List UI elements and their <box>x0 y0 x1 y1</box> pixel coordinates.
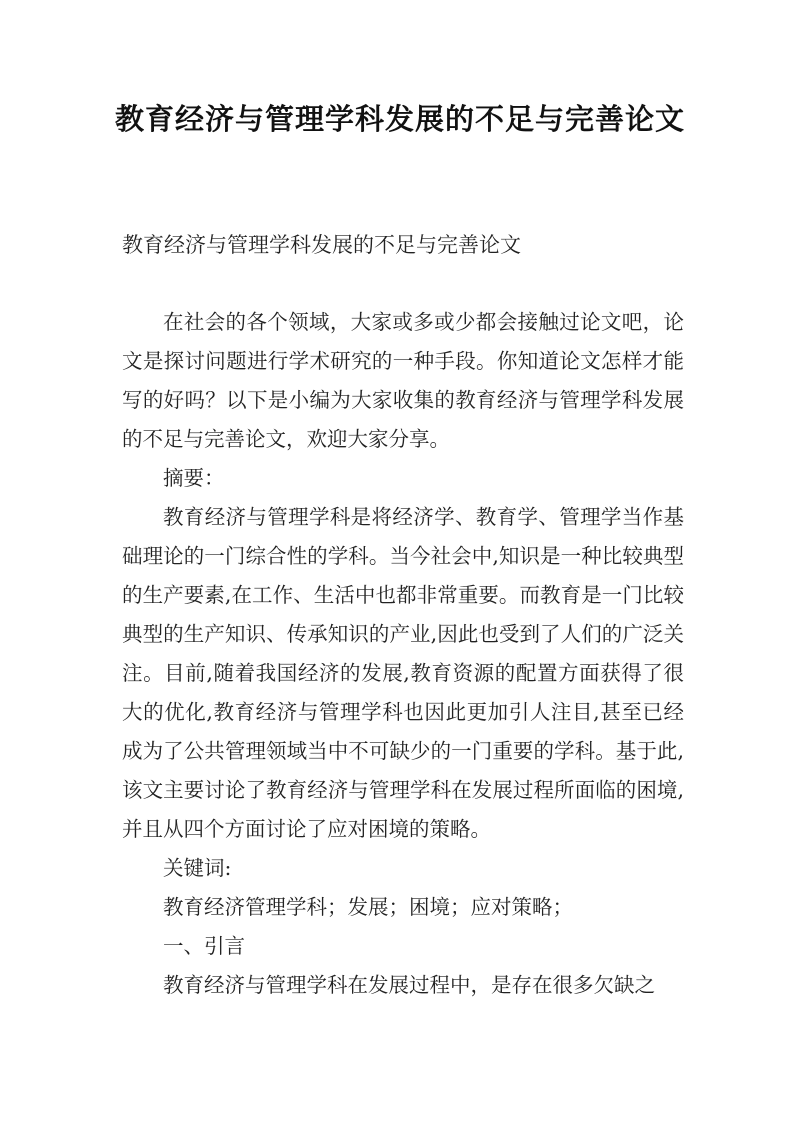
document-title: 教育经济与管理学科发展的不足与完善论文 <box>114 102 685 136</box>
section-heading: 一、引言 <box>163 934 245 958</box>
document-body <box>122 303 684 1005</box>
keywords-text: 教育经济管理学科；发展；困境；应对策略； <box>163 895 573 919</box>
section-paragraph: 教育经济与管理学科在发展过程中，是存在很多欠缺之 <box>163 973 655 997</box>
abstract-paragraph: 教育经济与管理学科是将经济学、教育学、管理学当作基础理论的一门综合性的学科。当今社会中,知识是一种比较典型的生产要素,在工作、生活中也都非常重要。而教育是一门比较典型的生产知识、传承知识的产业,因此也受到了人们的广泛关注。目前,随着我国经济的发展,教育资源的配置方面获得了很大的优化,教育经济与管理学科也因此更加引人注目,甚至已经成为了公共管理领域当中不可缺少的一门重要的学科。基于此,该文主要讨论了教育经济与管理学科在发展过程所面临的困境,并且从四个方面讨论了应对困境的策略。 <box>122 505 684 841</box>
intro-paragraph: 在社会的各个领域，大家或多或少都会接触过论文吧，论文是探讨问题进行学术研究的一种手段。你知道论文怎样才能写的好吗？以下是小编为大家收集的教育经济与管理学科发展的不足与完善论文，欢迎大家分享。 <box>122 310 684 451</box>
document-subtitle: 教育经济与管理学科发展的不足与完善论文 <box>122 233 521 257</box>
keywords-heading: 关键词: <box>163 856 232 880</box>
abstract-heading: 摘要： <box>163 466 225 490</box>
